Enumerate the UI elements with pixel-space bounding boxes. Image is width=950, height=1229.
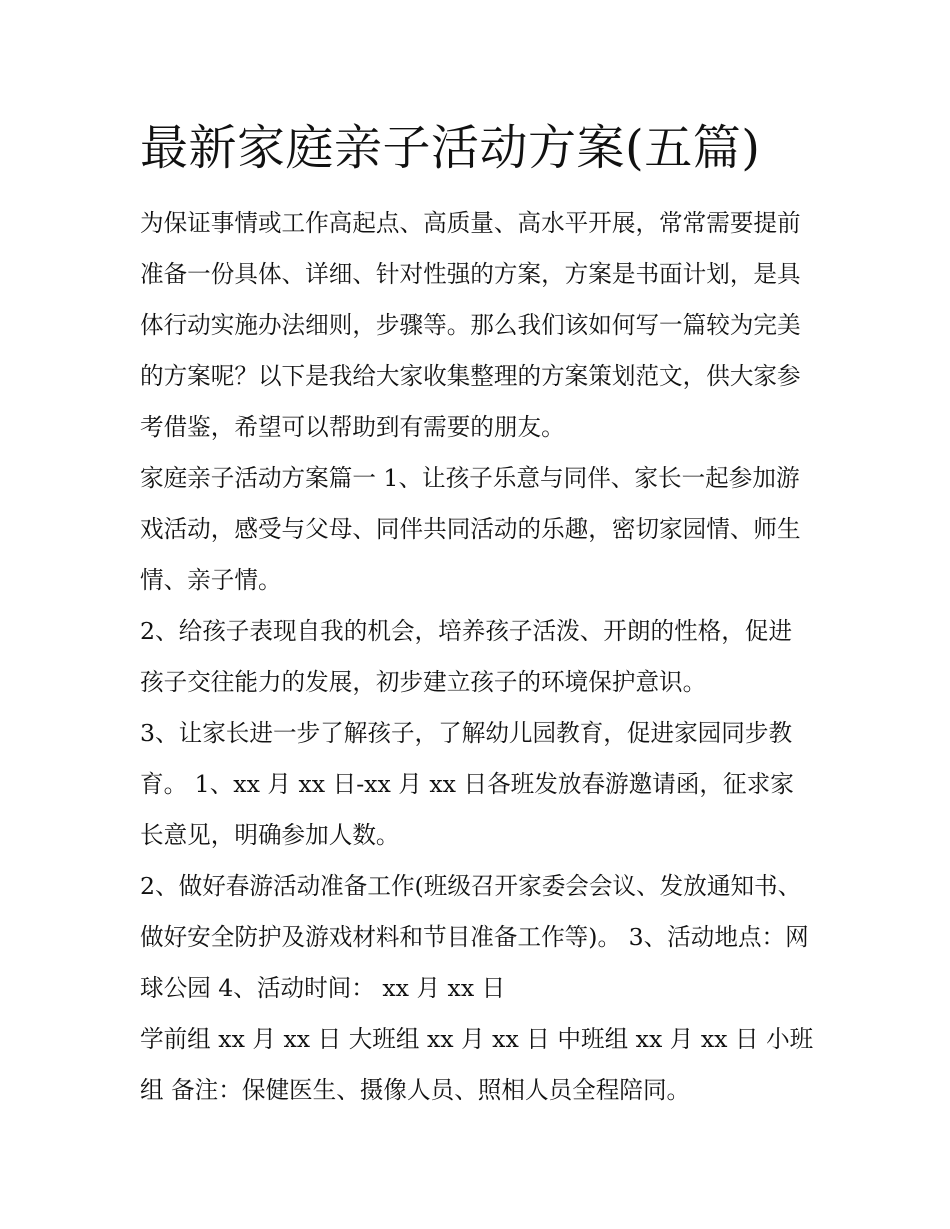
document-page (140, 110, 815, 1116)
item-3-paragraph: 3、让家长进一步了解孩子，了解幼儿园教育，促进家园同步教育。 1、xx 月 xx 日-xx 月 xx 日各班发放春游邀请函，征求家长意见，明确参加人数。 (140, 719, 794, 849)
section-one-paragraph: 家庭亲子活动方案篇一 1、让孩子乐意与同伴、家长一起参加游戏活动，感受与父母、同伴共同活动的乐趣，密切家园情、师生情、亲子情。 (140, 464, 801, 594)
item-2-paragraph: 2、给孩子表现自我的机会，培养孩子活泼、开朗的性格，促进孩子交往能力的发展，初步建立孩子的环境保护意识。 (140, 617, 793, 696)
document-title: 最新家庭亲子活动方案(五篇) (140, 120, 761, 176)
schedule-paragraph: 学前组 xx 月 xx 日 大班组 xx 月 xx 日 中班组 xx 月 xx 日 小班组 备注：保健医生、摄像人员、照相人员全程陪同。 (140, 1025, 814, 1104)
preparation-paragraph: 2、做好春游活动准备工作(班级召开家委会会议、发放通知书、做好安全防护及游戏材料和节目准备工作等)。 3、活动地点：网球公园 4、活动时间： xx 月 xx 日 (140, 872, 809, 1002)
intro-paragraph: 为保证事情或工作高起点、高质量、高水平开展，常常需要提前准备一份具体、详细、针对性强的方案，方案是书面计划，是具体行动实施办法细则，步骤等。那么我们该如何写一篇较为完美的方案呢？以下是我给大家收集整理的方案策划范文，供大家参考借鉴，希望可以帮助到有需要的朋友。 (140, 209, 801, 441)
